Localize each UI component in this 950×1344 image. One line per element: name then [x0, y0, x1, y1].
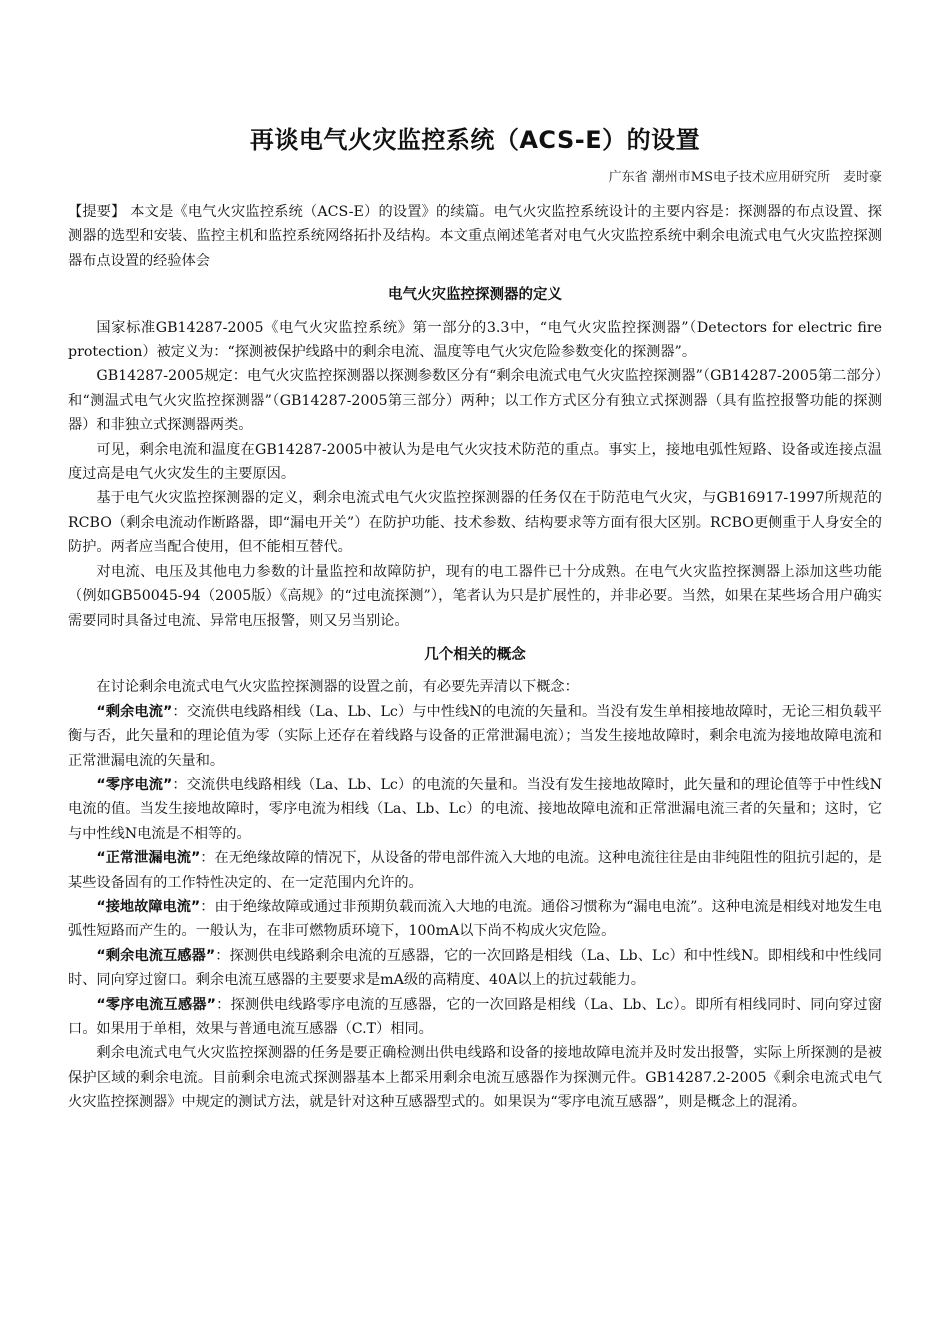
paragraph: 在讨论剩余电流式电气火灾监控探测器的设置之前，有必要先弄清以下概念：: [96, 679, 579, 696]
term-text: ：在无绝缘故障的情况下，从设备的带电部件流入大地的电流。这种电流往往是由非纯阻性的阻抗引起的，是某些设备固有的工作特性决定的、在一定范围内允许的。: [68, 850, 882, 891]
term-label: “零序电流”: [96, 776, 173, 793]
term-definition: [68, 773, 882, 846]
author-byline: 广东省 潮州市MS电子技术应用研究所 麦时豪: [608, 170, 882, 185]
section-heading-concepts: 几个相关的概念: [424, 646, 526, 663]
term-label: “零序电流互感器”: [96, 996, 216, 1013]
paragraph: 对电流、电压及其他电力参数的计量监控和故障防护，现有的电工器件已十分成熟。在电气火灾监控探测器上添加这些功能（例如GB50045-94（2005版）《高规》的“过电流探测”），笔者认为只是扩展性的，并非必要。当然，如果在某些场合用户确实需要同时具备过电流、异常电压报警，则又另当别论。: [68, 563, 882, 629]
abstract-text: 本文是《电气火灾监控系统（ACS-E）的设置》的续篇。电气火灾监控系统设计的主要内容是：探测器的布点设置、探测器的选型和安装、监控主机和监控系统网络拓扑及结构。本文重点阐述笔者对电气火灾监控系统中剩余电流式电气火灾监控探测器布点设置的经验体会: [68, 204, 882, 269]
paragraph: 剩余电流式电气火灾监控探测器的任务是要正确检测出供电线路和设备的接地故障电流并及时发出报警，实际上所探测的是被保护区域的剩余电流。目前剩余电流式探测器基本上都采用剩余电流互感器作为探测元件。GB14287.2-2005《剩余电流式电气火灾监控探测器》中规定的测试方法，就是针对这种互感器型式的。如果误为“零序电流互感器”，则是概念上的混淆。: [68, 1045, 882, 1111]
paragraph: 基于电气火灾监控探测器的定义，剩余电流式电气火灾监控探测器的任务仅在于防范电气火灾，与GB16917-1997所规范的RCBO（剩余电流动作断路器，即“漏电开关”）在防护功能、技术参数、结构要求等方面有很大区别。RCBO更侧重于人身安全的防护。两者应当配合使用，但不能相互替代。: [68, 490, 882, 556]
term-text: ：探测供电线路剩余电流的互感器，它的一次回路是相线（La、Lb、Lc）和中性线N。即相线和中性线同时、同向穿过窗口。剩余电流互感器的主要要求是mA级的高精度、40A以上的抗过载能力。: [68, 947, 882, 989]
term-definition: [68, 993, 882, 1042]
term-definition: [68, 846, 882, 895]
term-text: ：由于绝缘故障或通过非预期负载而流入大地的电流。通俗习惯称为“漏电电流”。这种电流是相线对地发生电弧性短路而产生的。一般认为，在非可燃物质环境下，100mA以下尚不构成火灾危险。: [68, 898, 882, 940]
term-definition: [68, 944, 882, 993]
term-text: ：交流供电线路相线（La、Lb、Lc）与中性线N的电流的矢量和。当没有发生单相接地故障时，无论三相负载平衡与否，此矢量和的理论值为零（实际上还存在着线路与设备的正常泄漏电流）；当发生接地故障时，剩余电流为接地故障电流和正常泄漏电流的矢量和。: [68, 703, 882, 769]
term-label: “剩余电流互感器”: [96, 947, 216, 964]
document-title: 再谈电气火灾监控系统（ACS-E）的设置: [249, 126, 701, 154]
paragraph: 国家标准GB14287-2005《电气火灾监控系统》第一部分的3.3中，“电气火灾监控探测器”（Detectors for electric fire protection）被定义为：“探测被保护线路中的剩余电流、温度等电气火灾危险参数变化的探测器”。: [68, 319, 882, 361]
abstract-label: 【提要】: [68, 204, 126, 220]
document-body: [68, 200, 882, 1115]
paragraph: GB14287-2005规定：电气火灾监控探测器以探测参数区分有“剩余电流式电气火灾监控探测器”（GB14287-2005第二部分）和“测温式电气火灾监控探测器”（GB14287-2005第三部分）两种；以工作方式区分有独立式探测器（具有监控报警功能的探测器）和非独立式探测器两类。: [68, 368, 882, 434]
term-text: ：交流供电线路相线（La、Lb、Lc）的电流的矢量和。当没有发生接地故障时，此矢量和的理论值等于中性线N电流的值。当发生接地故障时，零序电流为相线（La、Lb、Lc）的电流、接地故障电流和正常泄漏电流三者的矢量和；这时，它与中性线N电流是不相等的。: [68, 776, 882, 842]
term-label: “接地故障电流”: [96, 898, 201, 915]
paragraph: 可见，剩余电流和温度在GB14287-2005中被认为是电气火灾技术防范的重点。事实上，接地电弧性短路、设备或连接点温度过高是电气火灾发生的主要原因。: [68, 441, 882, 483]
abstract-paragraph: [68, 200, 882, 273]
term-definition: [68, 895, 882, 944]
term-text: ：探测供电线路零序电流的互感器，它的一次回路是相线（La、Lb、Lc）。即所有相线同时、同向穿过窗口。如果用于单相，效果与普通电流互感器（C.T）相同。: [68, 996, 883, 1037]
term-definition: [68, 700, 882, 773]
section-heading-definition: 电气火灾监控探测器的定义: [388, 287, 562, 304]
term-label: “剩余电流”: [96, 703, 173, 720]
term-label: “正常泄漏电流”: [96, 850, 201, 867]
